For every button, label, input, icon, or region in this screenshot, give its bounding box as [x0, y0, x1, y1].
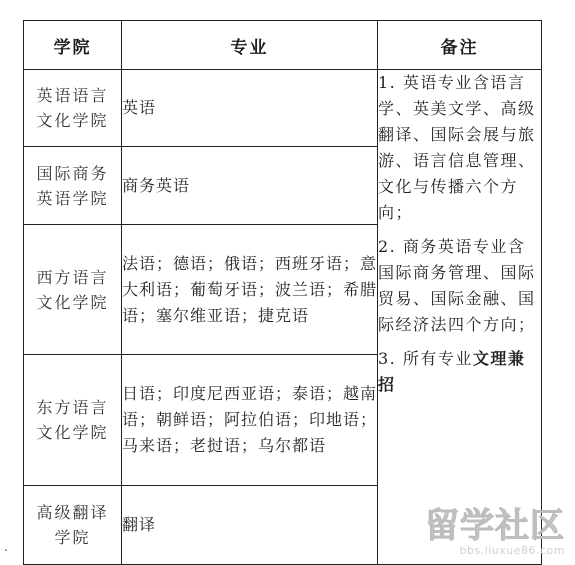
note-item: 1. 英语专业含语言学、英美文学、高级翻译、国际会展与旅游、语言信息管理、文化与传播六个方向；: [378, 73, 536, 222]
majors-table: [23, 20, 542, 565]
college-cell: 西方语言 文化学院: [24, 225, 122, 355]
college-cell: 国际商务 英语学院: [24, 147, 122, 225]
header-college: 学院: [24, 21, 122, 70]
college-cell: 高级翻译 学院: [24, 486, 122, 565]
header-major: 专业: [122, 21, 378, 70]
note-item: [378, 346, 541, 398]
header-notes: 备注: [378, 21, 542, 70]
major-cell: 翻译: [122, 486, 378, 565]
note-text: 3. 所有专业: [378, 349, 473, 368]
major-cell: 英语: [122, 70, 378, 147]
watermark-url: bbs.liuxue86.com: [459, 544, 565, 557]
note-item: 2. 商务英语专业含国际商务管理、国际贸易、国际金融、国际经济法四个方向；: [378, 237, 536, 334]
note-emphasis: 文理兼招: [378, 349, 526, 394]
page-mark: .: [4, 540, 8, 554]
college-cell: 东方语言 文化学院: [24, 355, 122, 486]
major-cell: 法语；德语；俄语；西班牙语；意大利语；葡萄牙语；波兰语；希腊语；塞尔维亚语；捷克语: [122, 225, 378, 355]
college-cell: 英语语言 文化学院: [24, 70, 122, 147]
table-row: [24, 70, 542, 147]
major-cell: 日语；印度尼西亚语；泰语；越南语；朝鲜语；阿拉伯语；印地语；马来语；老挝语；乌尔都语: [122, 355, 378, 486]
major-cell: 商务英语: [122, 147, 378, 225]
notes-cell: [378, 70, 542, 565]
header-row: [24, 21, 542, 70]
watermark-logo: 留学社区: [425, 506, 565, 546]
